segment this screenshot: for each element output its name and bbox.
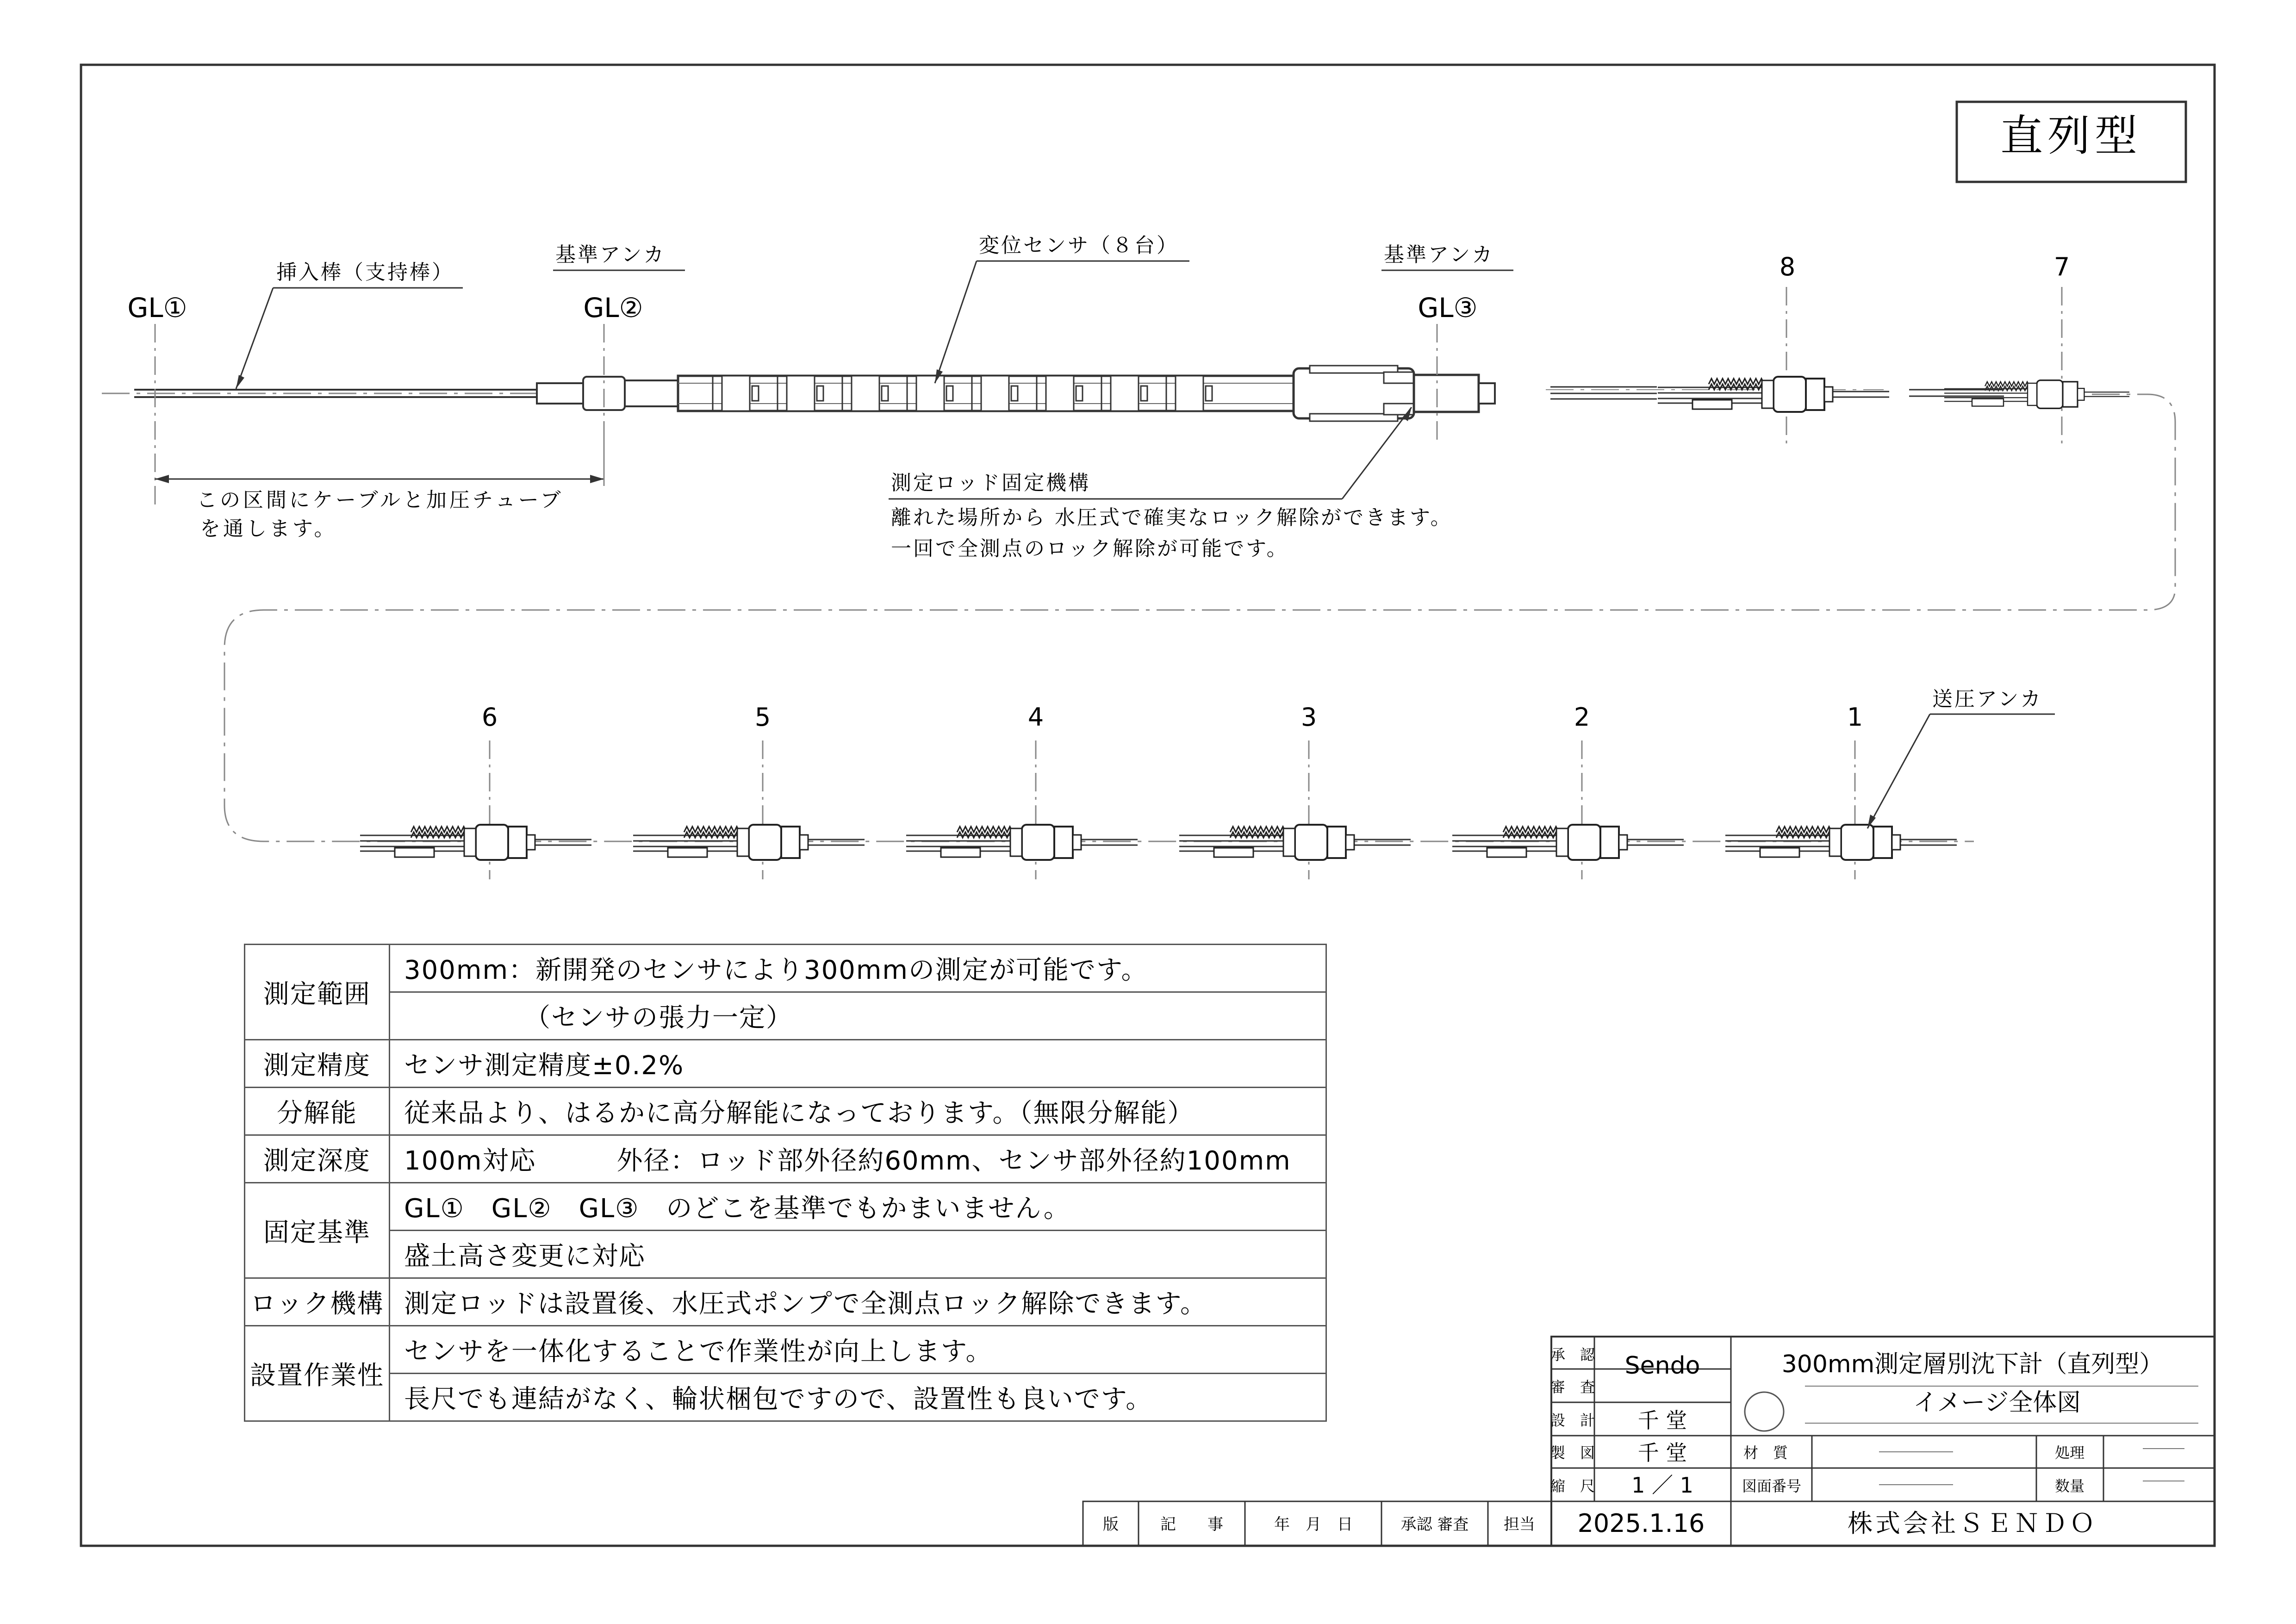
- sensor-unit-6: [360, 825, 591, 860]
- spec-row: [245, 945, 1326, 992]
- tb-charge: 担当: [1504, 1515, 1535, 1534]
- sensor-unit-2: [1452, 825, 1684, 860]
- spec-row: [245, 992, 1326, 1040]
- tb-title-2: イメージ全体図: [1913, 1389, 2081, 1417]
- tb-draft: 製 図: [1550, 1444, 1595, 1462]
- sensor-cell: [1176, 376, 1203, 411]
- tb-treatment: 処理: [2054, 1444, 2085, 1462]
- sensor-unit-1: [1725, 825, 1957, 860]
- reference-anchor-label-2: 基準アンカ: [1384, 243, 1494, 267]
- sensor-cell: [1046, 376, 1074, 411]
- tb-ymd: 年 月 日: [1274, 1515, 1353, 1534]
- sensor-cell: [916, 376, 944, 411]
- tb-scale: 1 ／ 1: [1631, 1473, 1693, 1498]
- sensor-cell: [722, 376, 750, 411]
- cable-note-line1: この区間にケーブルと加圧チューブ: [197, 488, 564, 512]
- fixing-mechanism-title: 測定ロッド固定機構: [891, 471, 1091, 495]
- sensor-cell: [787, 376, 815, 411]
- fixing-mechanism-line1: 離れた場所から 水圧式で確実なロック解除ができます。: [891, 506, 1453, 529]
- tb-approver: Sendo: [1624, 1352, 1700, 1380]
- sensor-unit-4: [906, 825, 1138, 860]
- cable-note-line2: を通します。: [200, 517, 337, 541]
- tb-rev: 版: [1103, 1515, 1119, 1534]
- tb-approve: 承 認: [1550, 1346, 1595, 1363]
- sensor-cell: [1111, 376, 1139, 411]
- tb-approve-review: 承認 審査: [1400, 1515, 1469, 1534]
- gl3-label: GL③: [1418, 292, 1478, 324]
- spec-value: GL① GL② GL③ のどこを基準でもかまいません。: [390, 1183, 1326, 1231]
- sensor-marker: [1011, 386, 1018, 401]
- unit-number-8: 8: [1779, 252, 1796, 281]
- cable-loop: [224, 394, 2175, 841]
- reference-anchor-gl2: [537, 377, 678, 410]
- fixing-mechanism-line2: 一回で全測点のロック解除が可能です。: [891, 537, 1289, 560]
- spec-label: 測定深度: [245, 1135, 390, 1183]
- tb-review: 審 査: [1550, 1378, 1595, 1396]
- tb-title-1: 300mm測定層別沈下計（直列型）: [1781, 1350, 2164, 1378]
- sensor-label: 変位センサ（８台）: [979, 234, 1179, 257]
- spec-row: [245, 1135, 1326, 1183]
- spec-value: 盛土高さ変更に対応: [390, 1231, 1326, 1278]
- tb-drafter: 千 堂: [1637, 1440, 1687, 1465]
- spec-label: 分解能: [245, 1088, 390, 1135]
- tb-drawing-no: 図面番号: [1742, 1477, 1802, 1495]
- spec-row: [245, 1040, 1326, 1088]
- send-anchor-label: 送圧アンカ: [1932, 687, 2043, 711]
- spec-label: ロック機構: [245, 1278, 390, 1326]
- spec-value: 従来品より、はるかに高分解能になっております。（無限分解能）: [390, 1088, 1326, 1135]
- sensor-unit-8: [1658, 377, 1889, 412]
- spec-row: [245, 1374, 1326, 1421]
- sensor-marker: [1076, 386, 1083, 401]
- reference-anchor-label-1: 基準アンカ: [555, 243, 666, 267]
- unit-number-4: 4: [1027, 703, 1044, 732]
- sensor-marker: [882, 386, 888, 401]
- unit-number-2: 2: [1574, 703, 1590, 732]
- spec-value: センサ測定精度±0.2%: [390, 1040, 1326, 1088]
- displacement-sensor-body: [678, 376, 1294, 411]
- sensor-marker: [752, 386, 759, 401]
- sensor-marker: [946, 386, 953, 401]
- spec-row: [245, 1326, 1326, 1374]
- insert-rod-label: 挿入棒（支持棒）: [276, 261, 454, 284]
- tb-note: 記 事: [1160, 1515, 1223, 1534]
- spec-row: [245, 1183, 1326, 1231]
- sensor-unit-5: [633, 825, 865, 860]
- spec-row: [245, 1088, 1326, 1135]
- rod-fixing-mechanism: [1294, 366, 1495, 421]
- spec-label: 設置作業性: [245, 1326, 390, 1421]
- spec-value: センサを一体化することで作業性が向上します。: [390, 1326, 1326, 1374]
- type-label: 直列型: [2000, 111, 2142, 161]
- unit-number-1: 1: [1847, 703, 1863, 732]
- tb-material: 材 質: [1743, 1444, 1788, 1462]
- spec-row: [245, 1278, 1326, 1326]
- spec-value: 100m対応 外径：ロッド部外径約60mm、センサ部外径約100mm: [390, 1135, 1326, 1183]
- spec-label: 測定精度: [245, 1040, 390, 1088]
- unit-number-5: 5: [754, 703, 771, 732]
- tb-designer: 千 堂: [1637, 1408, 1687, 1433]
- gl1-label: GL①: [127, 292, 187, 324]
- sensor-marker: [817, 386, 823, 401]
- spec-value: 長尺でも連結がなく、輪状梱包ですので、設置性も良いです。: [390, 1374, 1326, 1421]
- spec-table: [244, 944, 1327, 1422]
- tb-date: 2025.1.16: [1577, 1509, 1705, 1538]
- tb-scale-label: 縮 尺: [1550, 1477, 1595, 1495]
- unit-number-6: 6: [481, 703, 498, 732]
- sensor-marker: [1206, 386, 1212, 401]
- spec-label: 測定範囲: [245, 945, 390, 1040]
- sensor-cell: [981, 376, 1009, 411]
- tb-quantity: 数量: [2054, 1477, 2085, 1495]
- spec-row: [245, 1231, 1326, 1278]
- sensor-marker: [1141, 386, 1147, 401]
- tb-company: 株式会社ＳＥＮＤＯ: [1848, 1509, 2097, 1538]
- tb-design: 設 計: [1550, 1412, 1595, 1429]
- sensor-unit-3: [1179, 825, 1411, 860]
- spec-label: 固定基準: [245, 1183, 390, 1278]
- spec-value: 測定ロッドは設置後、水圧式ポンプで全測点ロック解除できます。: [390, 1278, 1326, 1326]
- spec-value: （センサの張力一定）: [390, 992, 1326, 1040]
- spec-value: 300mm：新開発のセンサにより300mmの測定が可能です。: [390, 945, 1326, 992]
- unit-number-7: 7: [2053, 252, 2070, 281]
- gl2-label: GL②: [583, 292, 643, 324]
- unit-number-3: 3: [1300, 703, 1317, 732]
- sensor-cell: [852, 376, 879, 411]
